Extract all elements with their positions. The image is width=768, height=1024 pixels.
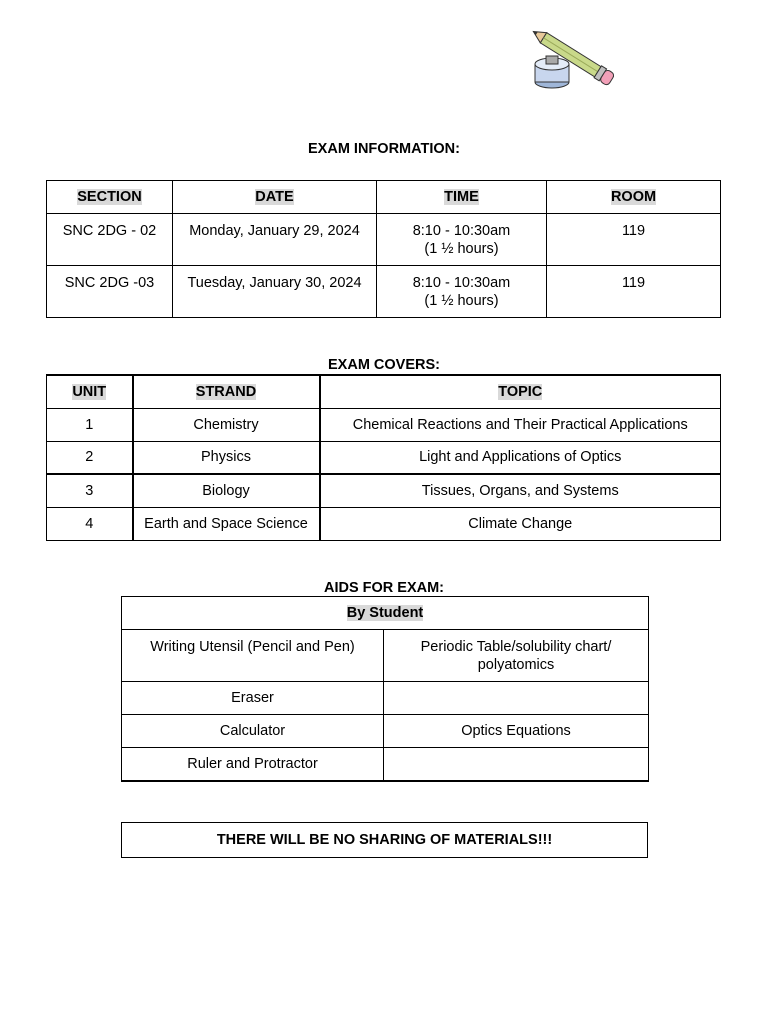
aid-cell: polyatomics bbox=[477, 657, 555, 673]
column-header-time: TIME bbox=[444, 189, 479, 205]
table-row bbox=[122, 682, 649, 715]
table-row bbox=[122, 748, 649, 781]
exam-covers-table bbox=[46, 374, 721, 541]
topic-cell: Tissues, Organs, and Systems bbox=[320, 474, 721, 507]
room-cell: 119 bbox=[547, 266, 721, 318]
table-row bbox=[47, 474, 721, 507]
aid-cell: Ruler and Protractor bbox=[122, 748, 384, 781]
strand-cell: Biology bbox=[133, 474, 320, 507]
aid-cell bbox=[384, 748, 649, 781]
section-cell: SNC 2DG -03 bbox=[47, 266, 173, 318]
column-header-date: DATE bbox=[255, 189, 294, 205]
column-header-unit: UNIT bbox=[72, 383, 107, 400]
aids-table bbox=[121, 596, 649, 782]
time-cell: 8:10 - 10:30am bbox=[412, 275, 511, 291]
column-header-topic: TOPIC bbox=[498, 383, 543, 400]
column-header-section: SECTION bbox=[77, 189, 142, 205]
table-row bbox=[47, 441, 721, 474]
aid-cell: Eraser bbox=[122, 682, 384, 715]
table-row bbox=[47, 507, 721, 540]
table-header-row bbox=[122, 597, 649, 630]
unit-cell: 1 bbox=[47, 408, 133, 441]
table-row bbox=[47, 266, 721, 318]
aids-heading: AIDS FOR EXAM: bbox=[323, 580, 445, 596]
unit-cell: 4 bbox=[47, 507, 133, 540]
duration-cell: (1 ½ hours) bbox=[424, 241, 499, 257]
exam-information-heading: EXAM INFORMATION: bbox=[308, 141, 460, 157]
topic-cell: Chemical Reactions and Their Practical Applications bbox=[320, 408, 721, 441]
section-cell: SNC 2DG - 02 bbox=[47, 214, 173, 266]
strand-cell: Physics bbox=[133, 441, 320, 474]
aid-cell: Optics Equations bbox=[384, 715, 649, 748]
unit-cell: 2 bbox=[47, 441, 133, 474]
column-header-room: ROOM bbox=[610, 189, 657, 205]
unit-cell: 3 bbox=[47, 474, 133, 507]
date-cell: Monday, January 29, 2024 bbox=[173, 214, 377, 266]
room-cell: 119 bbox=[547, 214, 721, 266]
date-cell: Tuesday, January 30, 2024 bbox=[173, 266, 377, 318]
aid-cell: Periodic Table/solubility chart/ bbox=[420, 639, 612, 655]
aid-cell: Writing Utensil (Pencil and Pen) bbox=[122, 630, 384, 682]
table-row bbox=[122, 715, 649, 748]
aid-cell: Calculator bbox=[122, 715, 384, 748]
by-student-header: By Student bbox=[346, 605, 424, 621]
aid-cell bbox=[384, 682, 649, 715]
exam-covers-heading: EXAM COVERS: bbox=[328, 357, 440, 373]
topic-cell: Climate Change bbox=[320, 507, 721, 540]
topic-cell: Light and Applications of Optics bbox=[320, 441, 721, 474]
strand-cell: Chemistry bbox=[133, 408, 320, 441]
table-row bbox=[47, 408, 721, 441]
pencil-sharpener-icon bbox=[516, 26, 620, 92]
strand-cell: Earth and Space Science bbox=[133, 507, 320, 540]
table-row bbox=[47, 214, 721, 266]
no-sharing-notice: THERE WILL BE NO SHARING OF MATERIALS!!! bbox=[121, 822, 648, 858]
table-header-row bbox=[47, 181, 721, 214]
exam-information-table bbox=[46, 180, 721, 318]
table-row bbox=[122, 630, 649, 682]
column-header-strand: STRAND bbox=[195, 383, 257, 400]
table-header-row bbox=[47, 375, 721, 408]
time-cell: 8:10 - 10:30am bbox=[412, 223, 511, 239]
duration-cell: (1 ½ hours) bbox=[424, 293, 499, 309]
